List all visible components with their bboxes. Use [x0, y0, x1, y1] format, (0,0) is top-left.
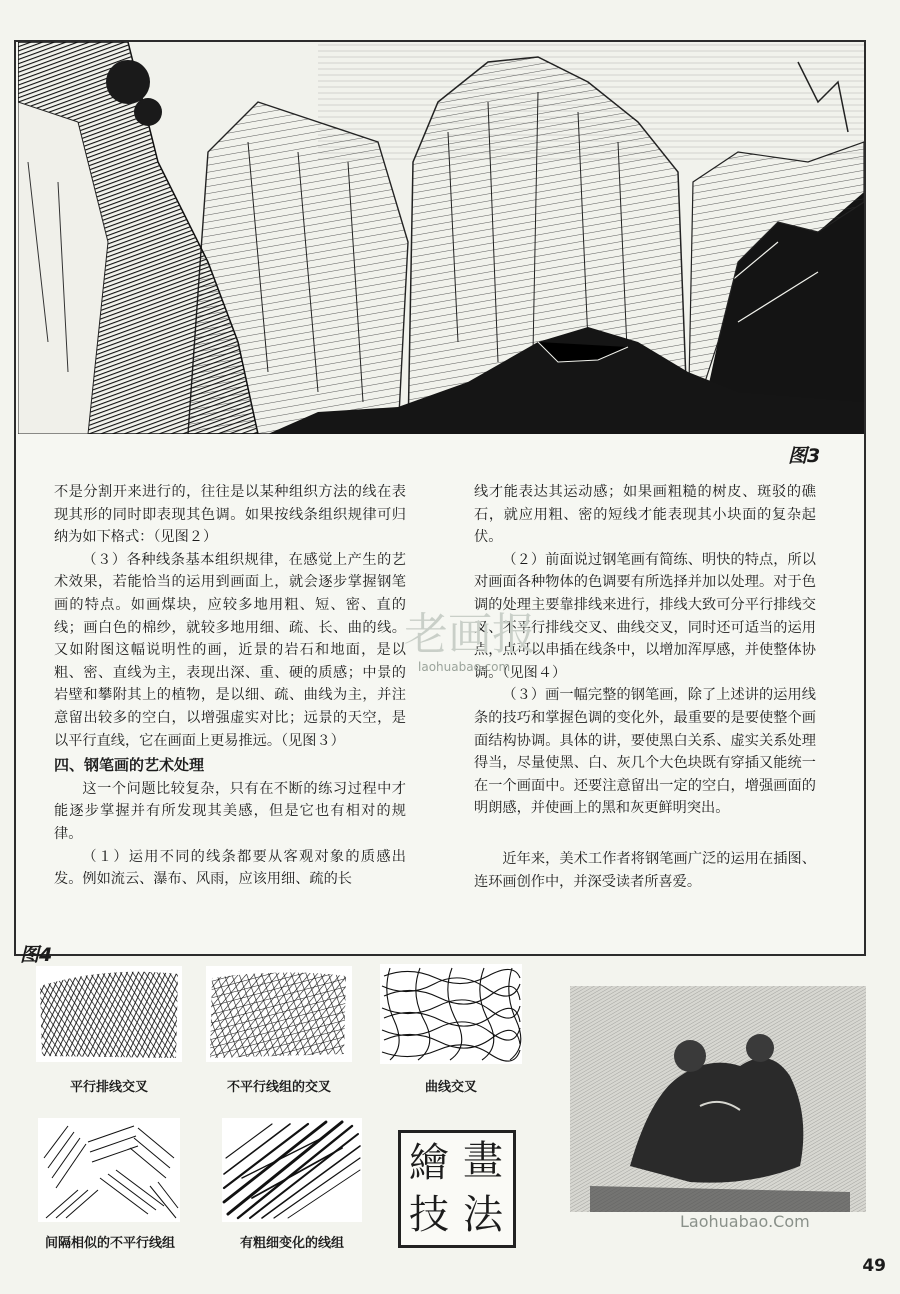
paragraph: 这一个问题比较复杂，只有在不断的练习过程中才能逐步掌握并有所发现其美感，但是它也有相对的规律。 — [54, 780, 406, 842]
figure-4-label: 图4 — [20, 944, 53, 966]
watermark-text: laohuabao.com — [418, 660, 511, 674]
etching-illustration — [570, 986, 866, 1212]
right-text-column — [474, 481, 816, 893]
paragraph: （２）前面说过钢笔画有简练、明快的特点，所以对画面各种物体的色调要有所选择并加以处理。对于色调的处理主要靠排线来进行，排线大致可分平行排线交叉、不平行排线交叉、曲线交叉，同时还可适当的运用点，点可以串插在线条中，以增加浑厚感，并使整体协调。（见图４） — [474, 551, 816, 681]
watermark-text: Laohuabao.Com — [680, 1212, 810, 1231]
left-text-column — [54, 481, 406, 891]
watermark-logo: 老画报 — [404, 609, 536, 660]
seal-stamp — [398, 1130, 516, 1248]
caption: 曲线交叉 — [424, 1080, 477, 1095]
page-number: 49 — [862, 1256, 886, 1276]
caption: 间隔相似的不平行线组 — [44, 1236, 175, 1251]
section-heading: 四、钢笔画的艺术处理 — [54, 756, 205, 775]
caption: 不平行线组的交叉 — [226, 1080, 331, 1095]
paragraph: （３）画一幅完整的钢笔画，除了上述讲的运用线条的技巧和掌握色调的变化外，最重要的是要使整个画面结构协调。具体的讲，要使黑白关系、虚实关系处理得当，尽量使黑、白、灰几个大色块既有穿插又能统一在一个画面中。还要注意留出一定的空白，增强画面的明朗感，并使画上的黑和灰更鲜明突出。 — [474, 687, 816, 817]
seal-char: 法 — [463, 1192, 503, 1238]
seal-char: 畫 — [463, 1138, 503, 1184]
sample-parallel-cross — [36, 966, 182, 1062]
seal-char: 繪 — [409, 1140, 449, 1186]
figure-3-label: 图3 — [788, 445, 821, 467]
sample-curve-cross — [380, 964, 522, 1064]
paragraph: （３）各种线条基本组织规律，在感觉上产生的艺术效果，若能恰当的运用到画面上，就会逐步掌握钢笔画的特点。如画煤块，应较多地用粗、短、密、直的线；画白色的棉纱，就较多地用细、疏、长、曲的线。又如附图这幅说明性的画，近景的岩石和地面，是以粗、密、直线为主，表现出深、重、硬的质感；中景的岩壁和攀附其上的植物，是以细、疏、曲线为主，并注意留出较多的空白，以增强虚实对比；远景的天空，是以平行直线，它在画面上更易推远。（见图３） — [54, 551, 406, 749]
caption: 平行排线交叉 — [69, 1080, 148, 1095]
paragraph: 线才能表达其运动感；如果画粗糙的树皮、斑驳的礁石，就应用粗、密的短线才能表现其小块面的复杂起伏。 — [474, 484, 816, 546]
sample-nonparallel-cross — [206, 966, 352, 1062]
figure-3-illustration — [18, 42, 864, 434]
paragraph: 不是分割开来进行的，往往是以某种组织方法的线在表现其形的同时即表现其色调。如果按线条组织规律可归纳为如下格式：（见图２） — [54, 484, 406, 546]
paragraph: （１）运用不同的线条都要从客观对象的质感出发。例如流云、瀑布、风雨，应该用细、疏的长 — [54, 848, 406, 888]
caption: 有粗细变化的线组 — [239, 1236, 344, 1251]
sample-varying-weight — [222, 1118, 362, 1222]
paragraph: 近年来，美术工作者将钢笔画广泛的运用在插图、连环画创作中，并深受读者所喜爱。 — [474, 850, 816, 890]
seal-char: 技 — [409, 1192, 449, 1238]
sample-similar-nonparallel — [38, 1118, 180, 1222]
